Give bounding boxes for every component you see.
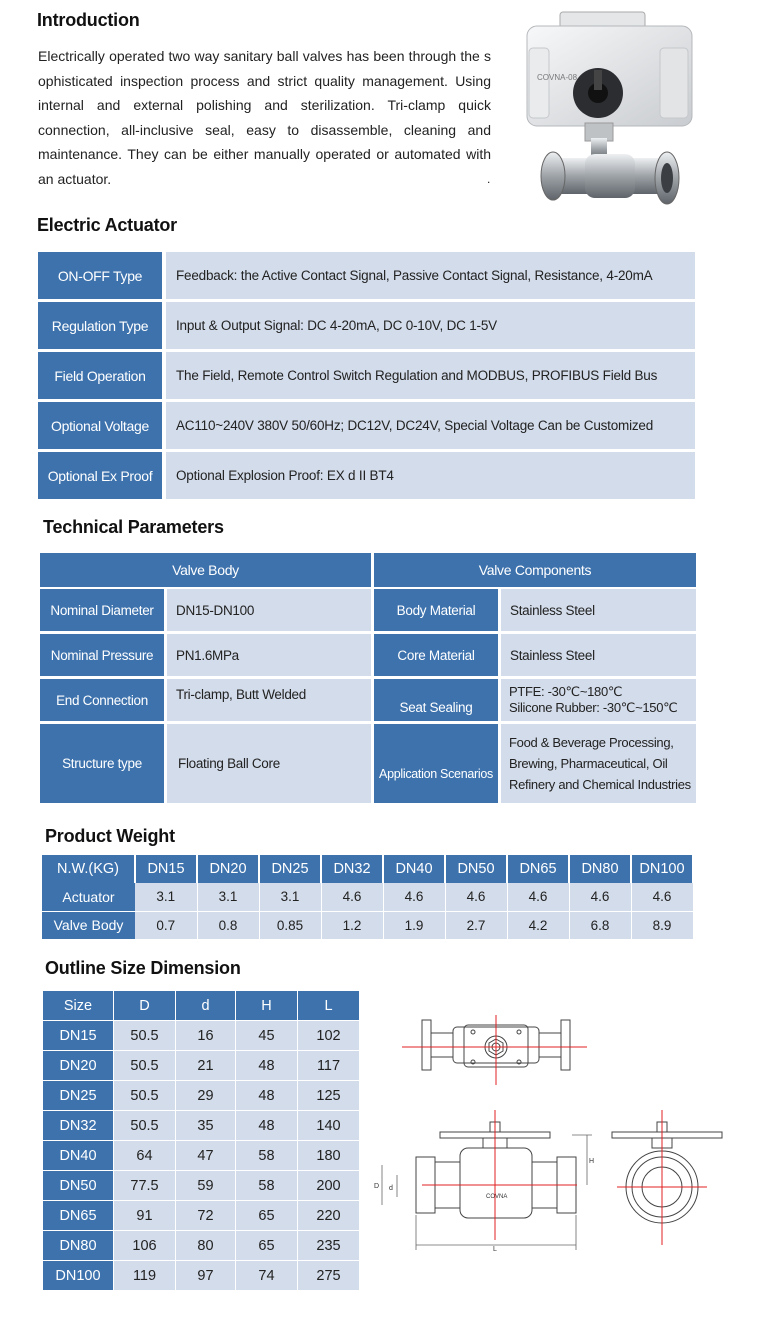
actuator-row-value: Input & Output Signal: DC 4-20mA, DC 0-10V, DC 1-5V bbox=[166, 302, 695, 349]
outline-cell: 64 bbox=[114, 1141, 176, 1171]
actuator-row-value: The Field, Remote Control Switch Regulation and MODBUS, PROFIBUS Field Bus bbox=[166, 352, 695, 399]
actuator-row bbox=[38, 352, 695, 399]
weight-actuator-row bbox=[42, 883, 693, 911]
weight-cell: 0.8 bbox=[197, 911, 259, 939]
outline-cell: 50.5 bbox=[114, 1021, 176, 1051]
outline-row bbox=[43, 1171, 360, 1201]
weight-cell: 3.1 bbox=[135, 883, 197, 911]
weight-cell: 4.6 bbox=[445, 883, 507, 911]
outline-cell: 275 bbox=[298, 1261, 360, 1291]
param-value: Floating Ball Core bbox=[167, 724, 371, 803]
weight-header-cell: DN100 bbox=[631, 855, 693, 883]
outline-drawing bbox=[372, 1005, 732, 1260]
outline-size-label: DN20 bbox=[43, 1051, 114, 1081]
param-label: Application Scenarios bbox=[374, 724, 498, 803]
outline-cell: 48 bbox=[236, 1081, 298, 1111]
outline-cell: 125 bbox=[298, 1081, 360, 1111]
valve-body-header: Valve Body bbox=[40, 553, 371, 587]
actuator-row bbox=[38, 302, 695, 349]
weight-header-cell: DN20 bbox=[197, 855, 259, 883]
outline-header-cell: Size bbox=[43, 991, 114, 1021]
weight-header-cell: DN50 bbox=[445, 855, 507, 883]
outline-header-cell: D bbox=[114, 991, 176, 1021]
outline-size-label: DN32 bbox=[43, 1111, 114, 1141]
outline-cell: 77.5 bbox=[114, 1171, 176, 1201]
param-value: PN1.6MPa bbox=[167, 634, 371, 676]
outline-cell: 47 bbox=[176, 1141, 236, 1171]
seat-sealing-silicone: Silicone Rubber: -30℃~150℃ bbox=[509, 700, 678, 715]
outline-cell: 74 bbox=[236, 1261, 298, 1291]
outline-row bbox=[43, 1201, 360, 1231]
dim-H: H bbox=[589, 1158, 595, 1165]
weight-cell: 4.6 bbox=[321, 883, 383, 911]
weight-cell: 4.2 bbox=[507, 911, 569, 939]
weight-header-cell: DN15 bbox=[135, 855, 197, 883]
actuator-row bbox=[38, 252, 695, 299]
weight-header-cell: DN25 bbox=[259, 855, 321, 883]
front-view-drawing bbox=[416, 1122, 576, 1218]
drawing-brand: COVNA bbox=[486, 1194, 508, 1200]
outline-size-label: DN80 bbox=[43, 1231, 114, 1261]
weight-cell: 6.8 bbox=[569, 911, 631, 939]
outline-header-cell: L bbox=[298, 991, 360, 1021]
technical-title: Technical Parameters bbox=[43, 517, 224, 537]
outline-cell: 50.5 bbox=[114, 1081, 176, 1111]
weight-cell: 8.9 bbox=[631, 911, 693, 939]
outline-cell: 29 bbox=[176, 1081, 236, 1111]
param-label: Structure type bbox=[40, 724, 164, 803]
weight-cell: 0.85 bbox=[259, 911, 321, 939]
outline-size-label: DN40 bbox=[43, 1141, 114, 1171]
weight-row-label: Actuator bbox=[42, 883, 135, 911]
actuator-row-value: Optional Explosion Proof: EX d II BT4 bbox=[166, 452, 695, 499]
weight-title: Product Weight bbox=[45, 826, 175, 846]
outline-cell: 21 bbox=[176, 1051, 236, 1081]
application-line: Refinery and Chemical Industries bbox=[509, 777, 691, 792]
outline-title: Outline Size Dimension bbox=[45, 958, 241, 978]
outline-cell: 50.5 bbox=[114, 1051, 176, 1081]
actuator-row-value: AC110~240V 380V 50/60Hz; DC12V, DC24V, Special Voltage Can be Customized bbox=[166, 402, 695, 449]
application-line: Food & Beverage Processing, bbox=[509, 735, 674, 750]
weight-header-cell: N.W.(KG) bbox=[42, 855, 135, 883]
outline-size-label: DN25 bbox=[43, 1081, 114, 1111]
weight-header-cell: DN65 bbox=[507, 855, 569, 883]
weight-cell: 1.2 bbox=[321, 911, 383, 939]
outline-header-row bbox=[43, 991, 360, 1021]
outline-row bbox=[43, 1231, 360, 1261]
actuator-row-value: Feedback: the Active Contact Signal, Passive Contact Signal, Resistance, 4-20mA bbox=[166, 252, 695, 299]
actuator-row-label: ON-OFF Type bbox=[38, 252, 162, 299]
param-label: Core Material bbox=[374, 634, 498, 676]
param-value: Stainless Steel bbox=[501, 634, 696, 676]
outline-cell: 72 bbox=[176, 1201, 236, 1231]
weight-header-cell: DN40 bbox=[383, 855, 445, 883]
weight-cell: 3.1 bbox=[259, 883, 321, 911]
weight-cell: 4.6 bbox=[631, 883, 693, 911]
outline-cell: 59 bbox=[176, 1171, 236, 1201]
outline-cell: 16 bbox=[176, 1021, 236, 1051]
weight-header-cell: DN32 bbox=[321, 855, 383, 883]
intro-title: Introduction bbox=[37, 10, 140, 30]
intro-paragraph: Electrically operated two way sanitary ball valves has been through the s ophisticated inspection process and strict quality management. Using internal and external polishing and sterilization. Tri-clamp quick connection, all-inclusive seal, easy to disassemble, cleaning and maintenance. They can be either manually operated or automated with an actuator. bbox=[38, 48, 491, 187]
outline-size-label: DN100 bbox=[43, 1261, 114, 1291]
actuator-row-label: Optional Voltage bbox=[38, 402, 162, 449]
outline-row bbox=[43, 1081, 360, 1111]
outline-cell: 235 bbox=[298, 1231, 360, 1261]
outline-size-label: DN50 bbox=[43, 1171, 114, 1201]
trailing-mark: . bbox=[487, 172, 491, 186]
dim-d: d bbox=[389, 1185, 393, 1192]
weight-cell: 4.6 bbox=[383, 883, 445, 911]
param-value: DN15-DN100 bbox=[167, 589, 371, 631]
outline-cell: 117 bbox=[298, 1051, 360, 1081]
outline-row bbox=[43, 1021, 360, 1051]
param-label: End Connection bbox=[40, 679, 164, 721]
outline-cell: 35 bbox=[176, 1111, 236, 1141]
weight-header-row bbox=[42, 855, 693, 883]
param-label: Nominal Diameter bbox=[40, 589, 164, 631]
outline-cell: 48 bbox=[236, 1051, 298, 1081]
dim-L: L bbox=[493, 1246, 497, 1253]
outline-cell: 97 bbox=[176, 1261, 236, 1291]
actuator-row bbox=[38, 402, 695, 449]
weight-cell: 2.7 bbox=[445, 911, 507, 939]
outline-cell: 140 bbox=[298, 1111, 360, 1141]
param-value: Tri-clamp, Butt Welded bbox=[167, 679, 371, 721]
outline-row bbox=[43, 1111, 360, 1141]
weight-body-row bbox=[42, 911, 693, 939]
param-label: Seat Sealing bbox=[374, 679, 498, 721]
outline-cell: 65 bbox=[236, 1231, 298, 1261]
weight-header-cell: DN80 bbox=[569, 855, 631, 883]
actuator-row-label: Field Operation bbox=[38, 352, 162, 399]
actuator-row-label: Regulation Type bbox=[38, 302, 162, 349]
outline-cell: 58 bbox=[236, 1141, 298, 1171]
outline-cell: 45 bbox=[236, 1021, 298, 1051]
actuator-row-label: Optional Ex Proof bbox=[38, 452, 162, 499]
outline-row bbox=[43, 1051, 360, 1081]
outline-header-cell: d bbox=[176, 991, 236, 1021]
valve-components-header: Valve Components bbox=[374, 553, 696, 587]
outline-cell: 58 bbox=[236, 1171, 298, 1201]
param-value: Stainless Steel bbox=[501, 589, 696, 631]
outline-size-label: DN65 bbox=[43, 1201, 114, 1231]
outline-cell: 80 bbox=[176, 1231, 236, 1261]
actuator-title: Electric Actuator bbox=[37, 215, 177, 235]
outline-table bbox=[42, 990, 360, 1291]
weight-row-label: Valve Body bbox=[42, 911, 135, 939]
param-value bbox=[501, 679, 696, 721]
side-view-drawing bbox=[612, 1122, 722, 1223]
outline-cell: 102 bbox=[298, 1021, 360, 1051]
outline-cell: 200 bbox=[298, 1171, 360, 1201]
outline-cell: 180 bbox=[298, 1141, 360, 1171]
param-value bbox=[501, 724, 696, 803]
outline-row bbox=[43, 1261, 360, 1291]
application-line: Brewing, Pharmaceutical, Oil bbox=[509, 756, 668, 771]
actuator-brand: COVNA-08 bbox=[537, 73, 578, 82]
weight-cell: 1.9 bbox=[383, 911, 445, 939]
product-photo bbox=[515, 8, 700, 218]
weight-cell: 4.6 bbox=[507, 883, 569, 911]
dim-D: D bbox=[374, 1183, 380, 1190]
outline-cell: 220 bbox=[298, 1201, 360, 1231]
weight-cell: 0.7 bbox=[135, 911, 197, 939]
weight-cell: 3.1 bbox=[197, 883, 259, 911]
outline-row bbox=[43, 1141, 360, 1171]
outline-cell: 50.5 bbox=[114, 1111, 176, 1141]
outline-cell: 48 bbox=[236, 1111, 298, 1141]
seat-sealing-ptfe: PTFE: -30℃~180℃ bbox=[509, 684, 623, 699]
outline-cell: 106 bbox=[114, 1231, 176, 1261]
param-label: Nominal Pressure bbox=[40, 634, 164, 676]
weight-cell: 4.6 bbox=[569, 883, 631, 911]
actuator-row bbox=[38, 452, 695, 499]
outline-header-cell: H bbox=[236, 991, 298, 1021]
outline-cell: 119 bbox=[114, 1261, 176, 1291]
outline-cell: 65 bbox=[236, 1201, 298, 1231]
param-label: Body Material bbox=[374, 589, 498, 631]
weight-table bbox=[42, 855, 694, 940]
outline-cell: 91 bbox=[114, 1201, 176, 1231]
outline-size-label: DN15 bbox=[43, 1021, 114, 1051]
